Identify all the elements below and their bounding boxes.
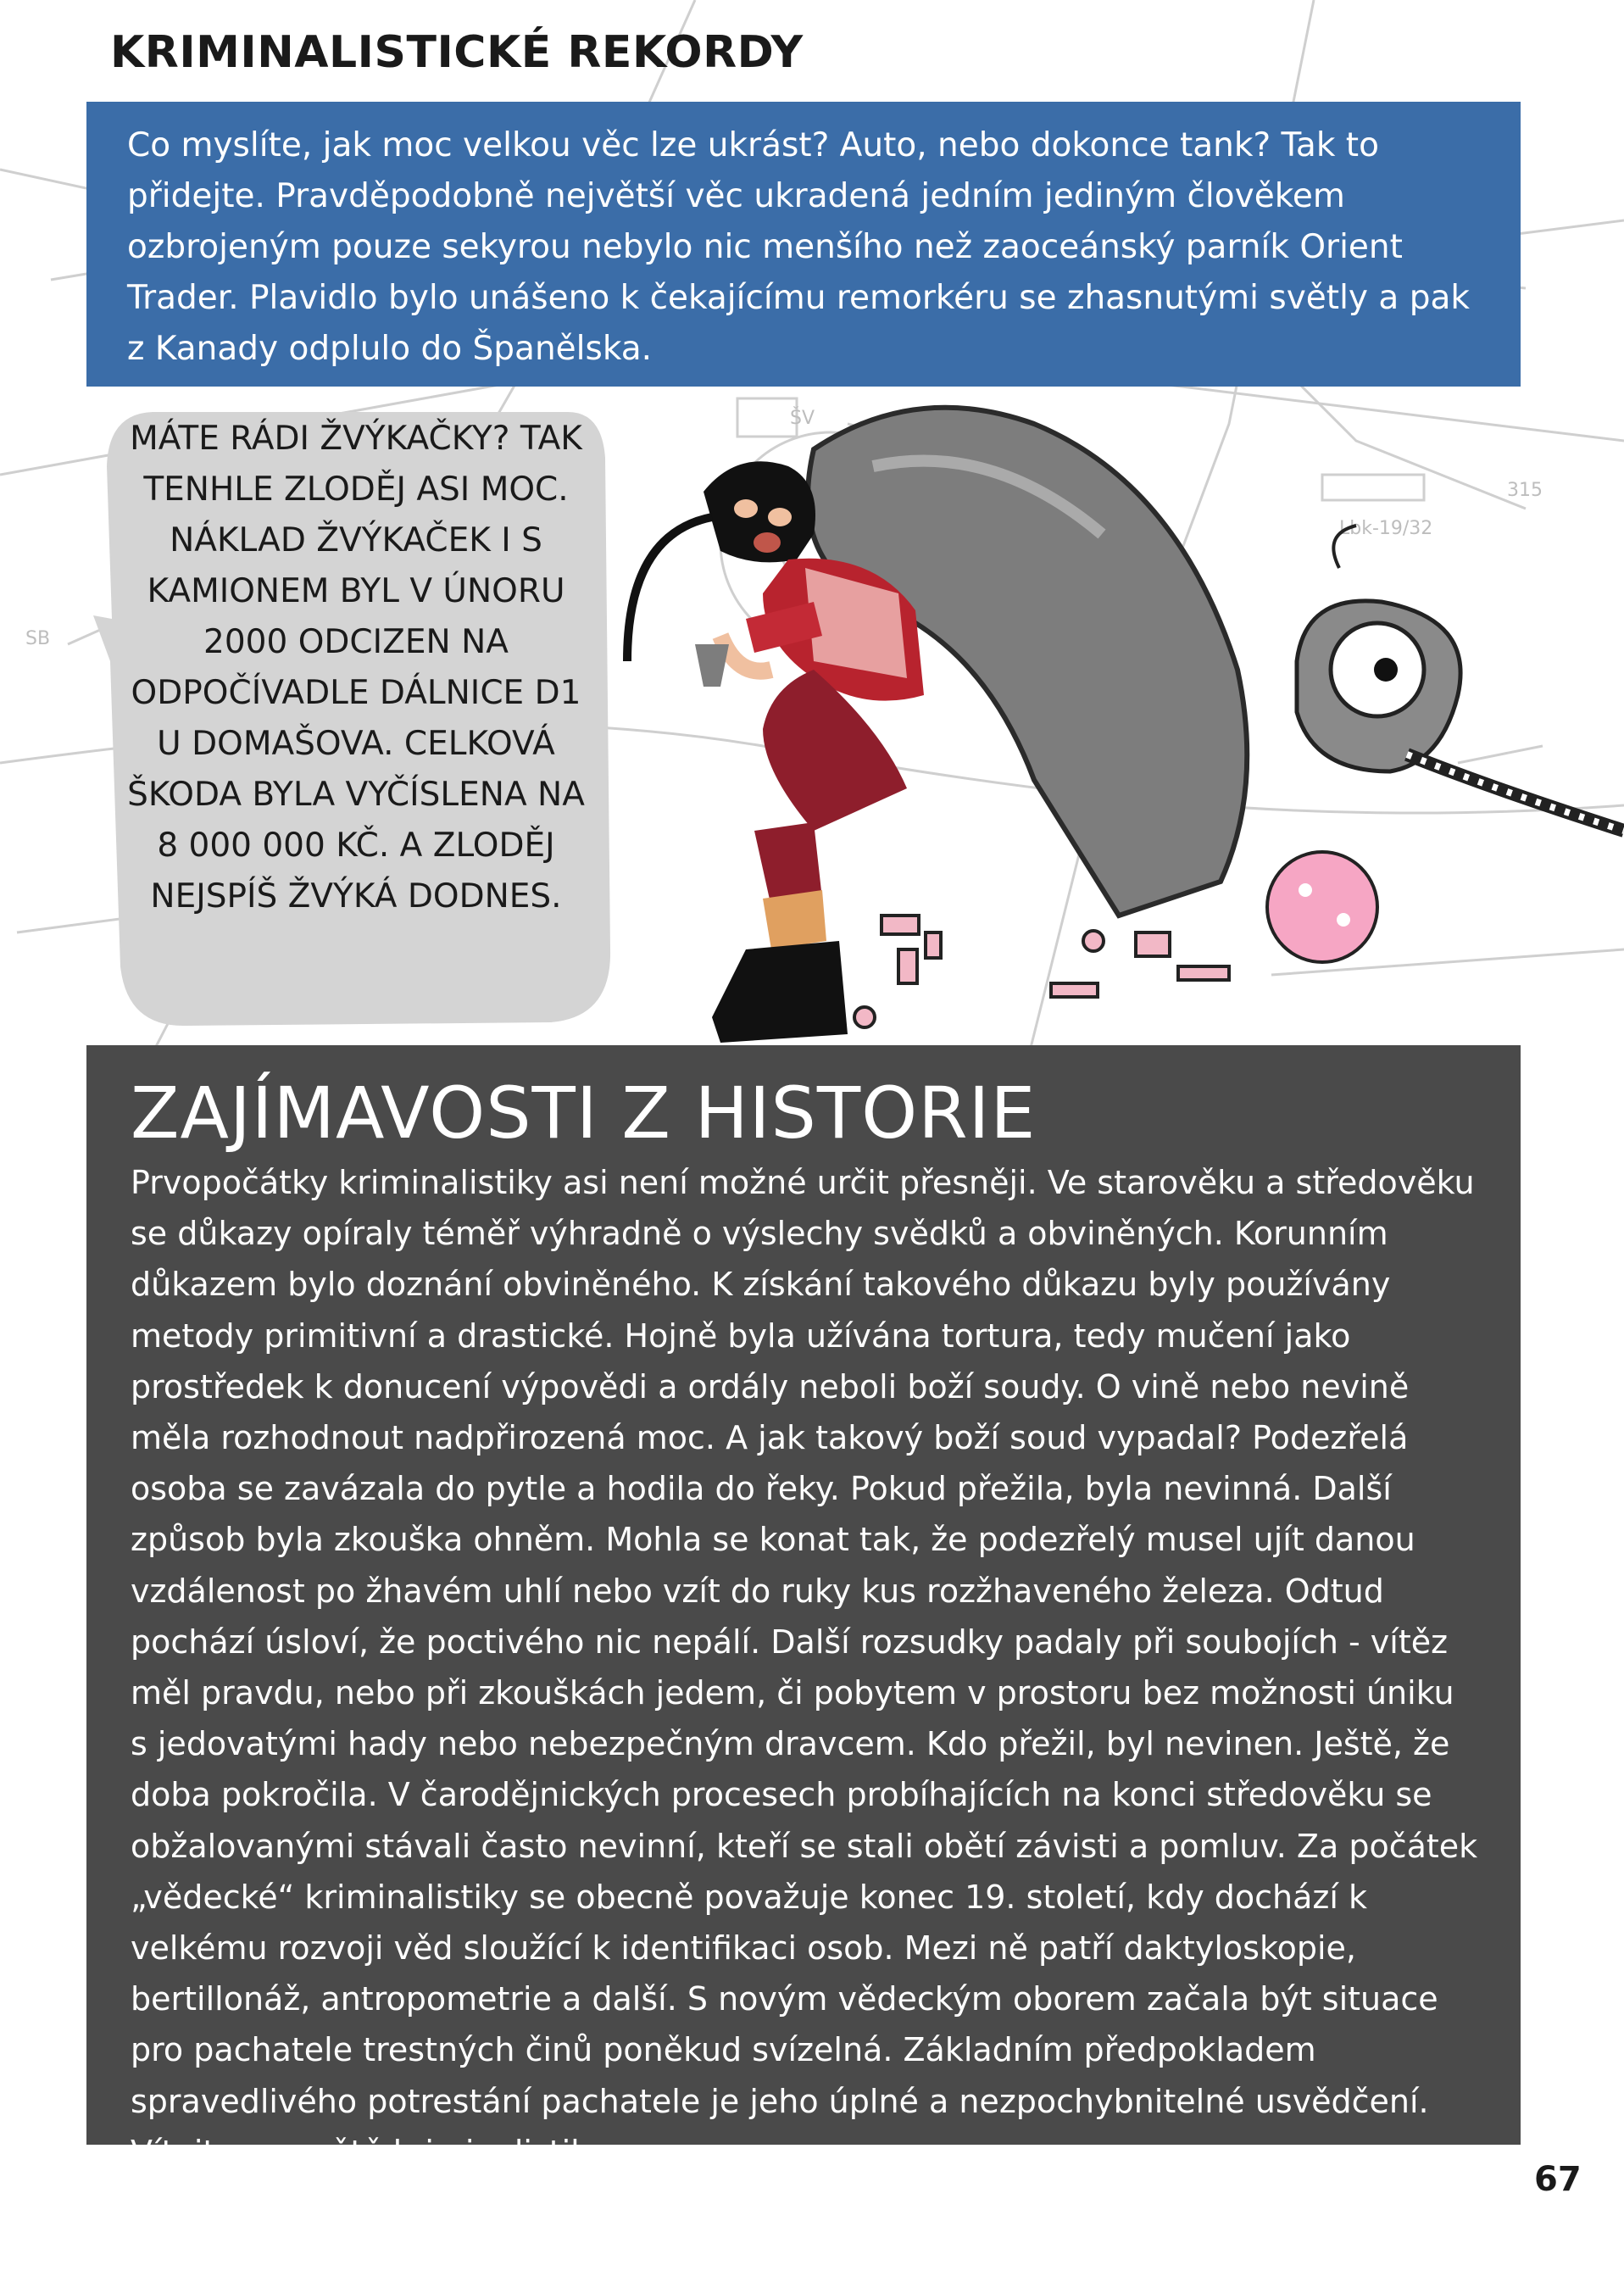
svg-text:Lbk-19/32: Lbk-19/32 — [1339, 518, 1433, 539]
page-number: 67 — [1534, 2160, 1582, 2199]
svg-text:315: 315 — [1507, 480, 1543, 501]
history-title: ZAJÍMAVOSTI Z HISTORIE — [131, 1071, 1037, 1155]
record-box — [86, 102, 1521, 387]
svg-text:SB: SB — [25, 628, 51, 649]
thief-illustration — [593, 390, 1624, 1068]
svg-text:ŠV: ŠV — [790, 408, 815, 429]
bubble-text: MÁTE RÁDI ŽVÝKAČKY? TAK TENHLE ZLODĚJ ASI MOC. NÁKLAD ŽVÝKAČEK I S KAMIONEM BYL V ÚNORU 2000 ODCIZEN NA ODPOČÍVADLE DÁLNICE D1 U DOMAŠOVA. CELKOVÁ ŠKODA BYLA VYČÍSLENA NA 8 000 000 KČ. A ZLODĚJ NEJSPÍŠ ŽVÝKÁ DODNES. — [127, 420, 585, 916]
history-body: Prvopočátky kriminalistiky asi není možné určit přesněji. Ve starověku a středověku se důkazy opíraly téměř výhradně o výslechy svědků a obviněných. Korunním důkazem bylo doznání obviněného. K získání takového důkazu byly používány metody primitivní a drastické. Hojně byla užívána tortura, tedy mučení jako prostředek k donucení výpovědi a ordály neboli boží soudy. O vině nebo nevině měla rozhodnout nadpřirozená moc. A jak takový boží soud vypadal? Podezřelá osoba se zavázala do pytle a hodila do řeky. Pokud přežila, byla nevinná. Další způsob byla zkouška ohněm. Mohla se konat tak, že podezřelý musel ujít danou vzdálenost po žhavém uhlí nebo vzít do ruky kus rozžhaveného železa. Odtud pochází úsloví, že poctivého nic nepálí. Další rozsudky padaly při soubojích - vítěz měl pravdu, nebo při zkouškách jedem, či pobytem v prostoru bez možnosti úniku s jedovatými hady nebo nebezpečným dravcem. Kdo přežil, byl nevinen. Ještě, že doba pokročila. V čarodějnických procesech probíhajících na konci středověku se obžalovanými stávali často nevinní, kteří se stali obětí závisti a pomluv. Za počátek „vědecké“ kriminalistiky se obecně považuje konec 19. století, kdy dochází k velkému rozvoji věd sloužící k identifikaci osob. Mezi ně patří daktyloskopie, bertillonáž, antropometrie a další. S novým vědeckým oborem začala být situace pro pachatele trestných činů poněkud svízelná. Základním předpokladem spravedlivého potrestání pachatele je jeho úplné a nezpochybnitelné usvědčení. Vítejte ve světě kriminalistiky. — [131, 1164, 1478, 2171]
section-title: KRIMINALISTICKÉ REKORDY — [110, 27, 804, 78]
cartoon-mouse-icon — [1267, 526, 1624, 962]
record-text: Co myslíte, jak moc velkou věc lze ukrást? Auto, nebo dokonce tank? Tak to přidejte. Pravděpodobně největší věc ukradená jedním jediným člověkem ozbrojeným pouze sekyrou nebylo nic menšího než zaoceánský parník Orient Trader. Plavidlo bylo unášeno k čekajícímu remorkéru se zhasnutými světly a pak z Kanady odplulo do Španělska. — [127, 126, 1470, 368]
history-box — [86, 1045, 1521, 2171]
